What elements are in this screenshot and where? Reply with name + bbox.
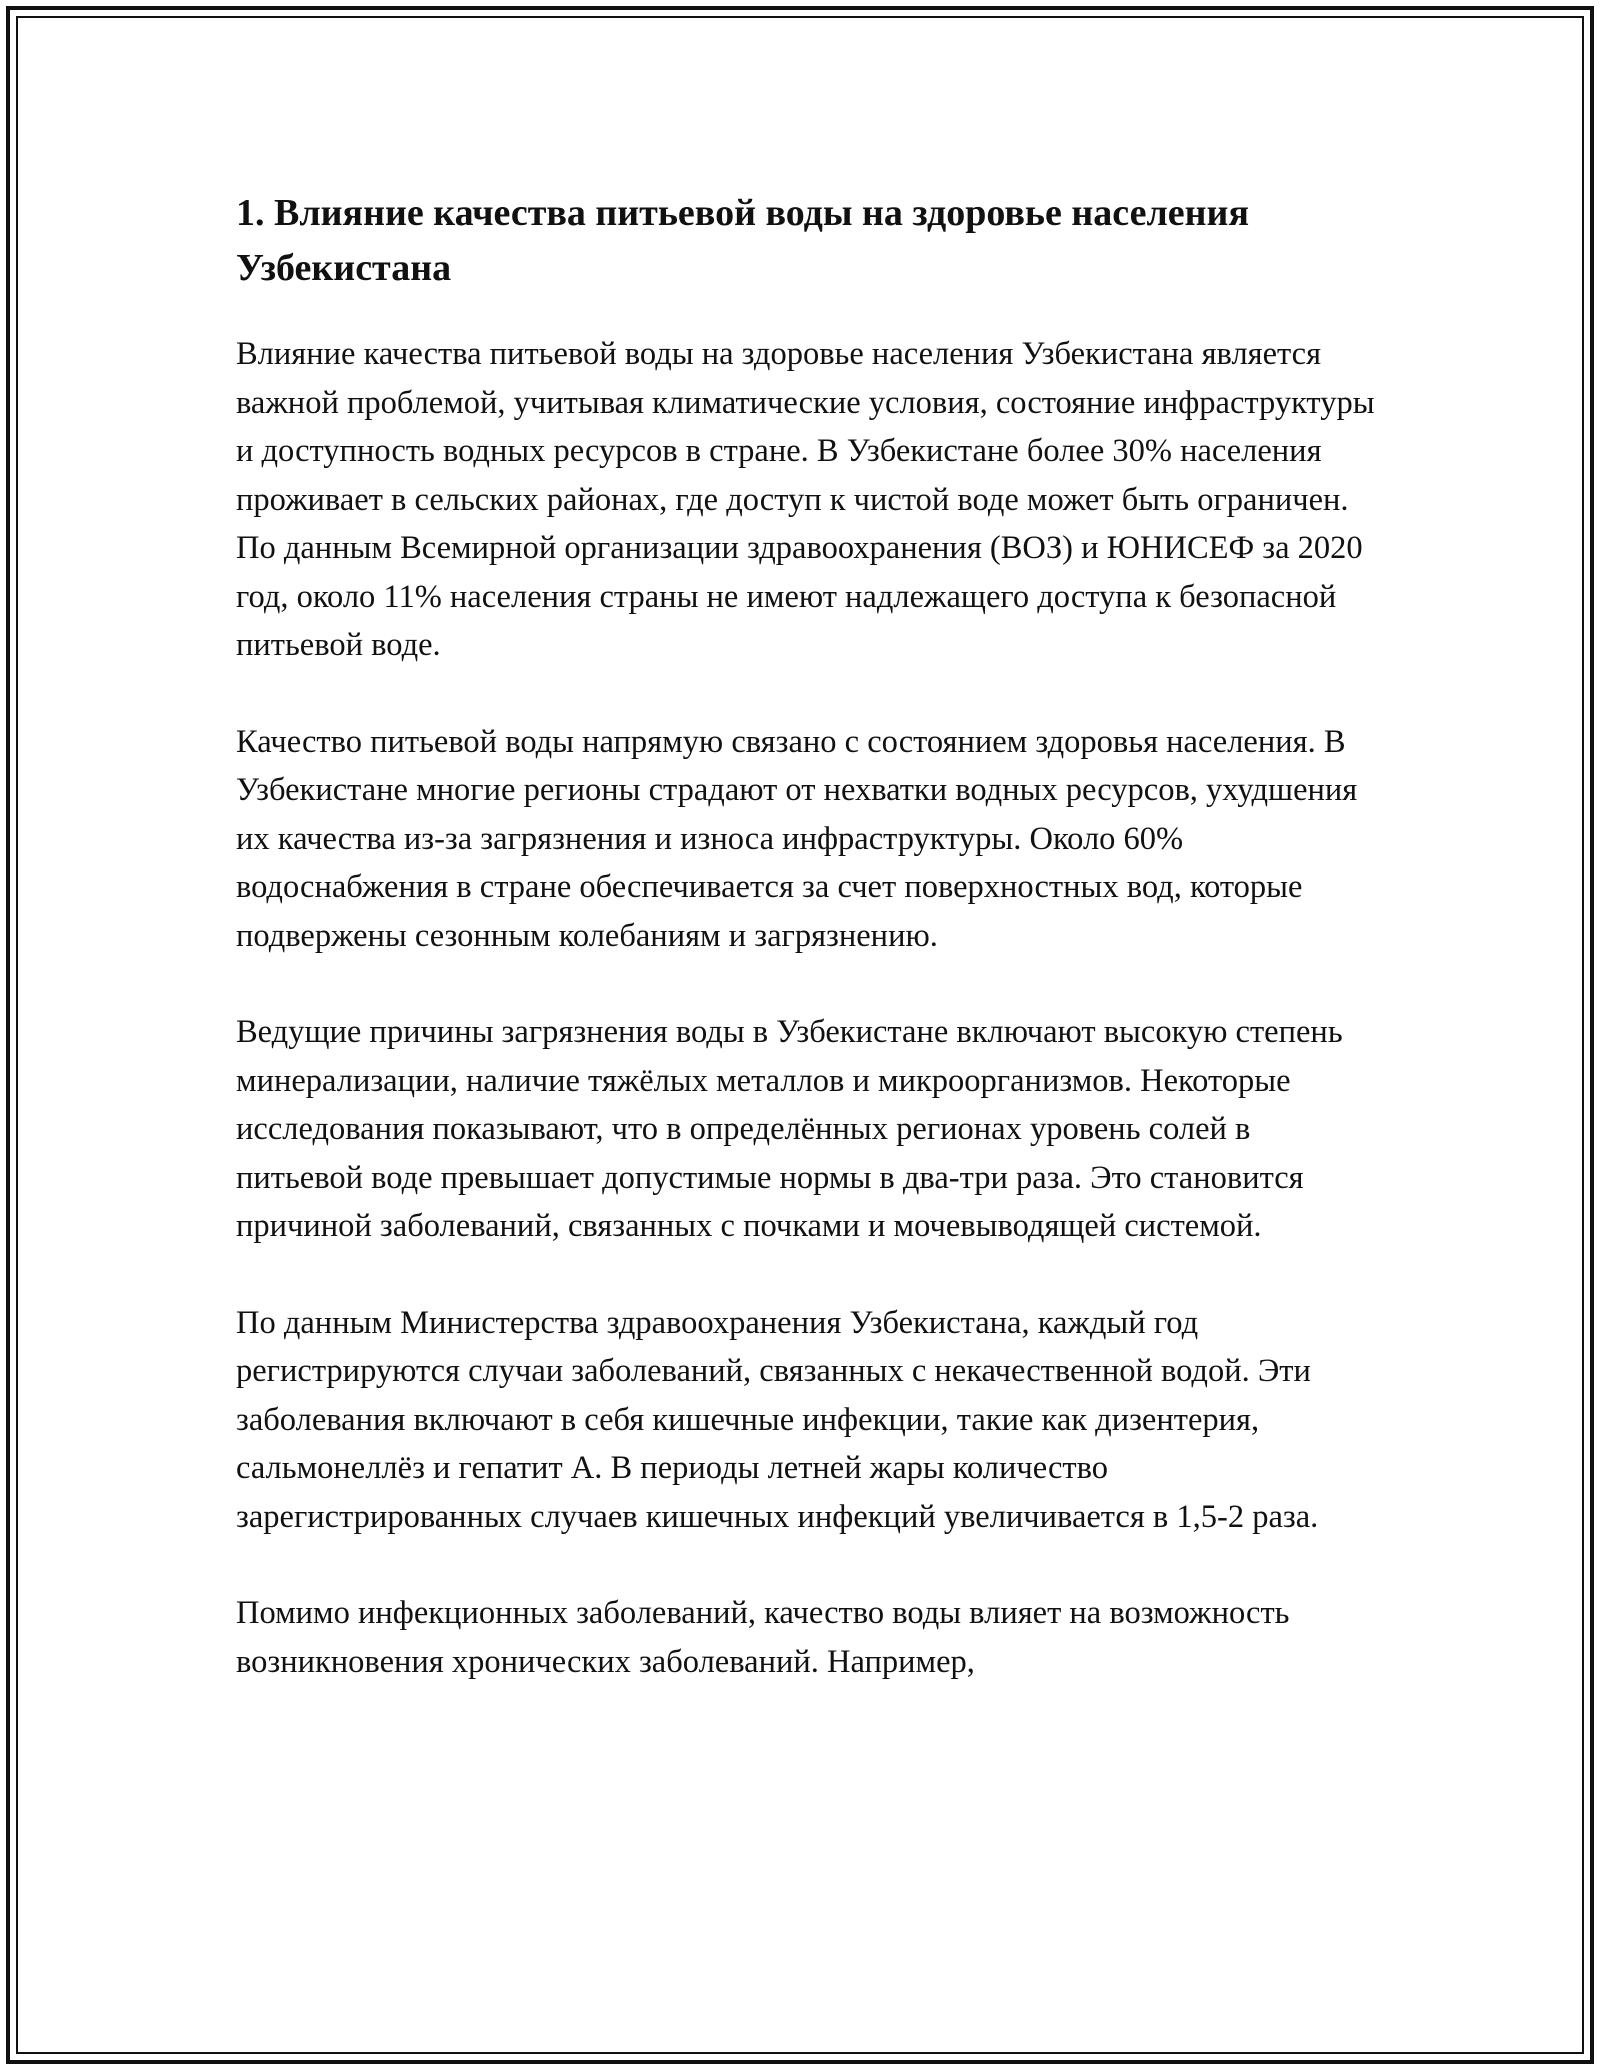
paragraph-4: По данным Министерства здравоохранения Узбекистана, каждый год регистрируются случаи заболеваний, связанных с некачественной водой. Эти заболевания включают в себя кишечные инфекции, такие как дизентерия, сальмонеллёз и гепатит А. В периоды летней жары количество зарегистрированных случаев кишечных инфекций увеличивается в 1,5-2 раза. xyxy=(236,1304,1319,1535)
paragraph-2: Качество питьевой воды напрямую связано с состоянием здоровья населения. В Узбекистане многие регионы страдают от нехватки водных ресурсов, ухудшения их качества из-за загрязнения и износа инфраструктуры. Около 60% водоснабжения в стране обеспечивается за счет поверхностных вод, которые подвержены сезонным колебаниям и загрязнению. xyxy=(236,723,1358,954)
document-body xyxy=(236,186,1376,1734)
paragraph-1: Влияние качества питьевой воды на здоровье населения Узбекистана является важной проблемой, учитывая климатические условия, состояние инфраструктуры и доступность водных ресурсов в стране. В Узбекистане более 30% населения проживает в сельских районах, где доступ к чистой воде может быть ограничен. По данным Всемирной организации здравоохранения (ВОЗ) и ЮНИСЕФ за 2020 год, около 11% населения страны не имеют надлежащего доступа к безопасной питьевой воде. xyxy=(236,336,1375,663)
paragraph-3: Ведущие причины загрязнения воды в Узбекистане включают высокую степень минерализации, наличие тяжёлых металлов и микроорганизмов. Некоторые исследования показывают, что в определённых регионах уровень солей в питьевой воде превышает допустимые нормы в два-три раза. Это становится причиной заболеваний, связанных с почками и мочевыводящей системой. xyxy=(236,1014,1343,1244)
paragraph-5: Помимо инфекционных заболеваний, качество воды влияет на возможность возникновения хронических заболеваний. Например, xyxy=(236,1595,1290,1680)
section-heading: 1. Влияние качества питьевой воды на здоровье населения Узбекистана xyxy=(236,192,1250,289)
